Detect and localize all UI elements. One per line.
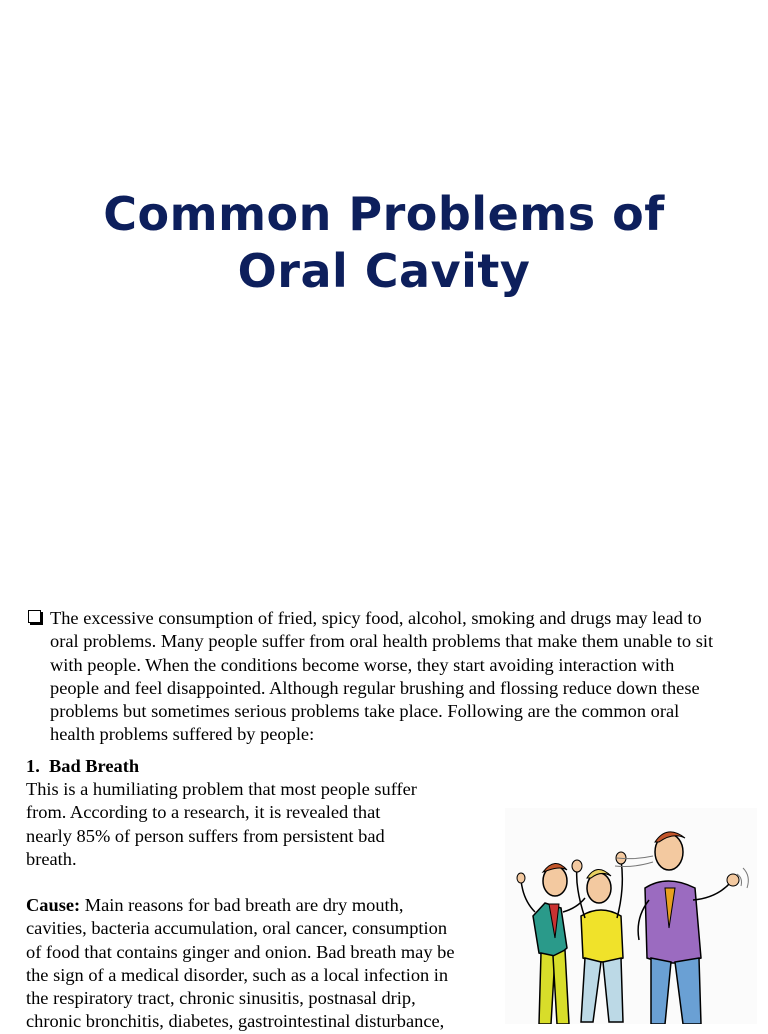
cause-first-line [26, 894, 455, 917]
intro-line: health problems suffered by people: [50, 724, 315, 745]
section-number: 1. [26, 756, 40, 776]
cause-line: the respiratory tract, chronic sinusitis, postnasal drip, [26, 988, 416, 1009]
section-title: Bad Breath [49, 756, 140, 776]
intro-line: people and feel disappointed. Although regular brushing and flossing reduce down these [50, 677, 700, 698]
bad-breath-cause [26, 894, 455, 1034]
description-line: from. According to a research, it is revealed that [26, 802, 381, 823]
cause-line: of food that contains ginger and onion. Bad breath may be [26, 941, 455, 962]
intro-line: with people. When the conditions become worse, they start avoiding interaction with [50, 654, 675, 675]
intro-bullet [28, 607, 758, 747]
intro-line: The excessive consumption of fried, spicy food, alcohol, smoking and drugs may lead to [50, 608, 702, 628]
intro-line: problems but sometimes serious problems take place. Following are the common oral [50, 701, 680, 722]
intro-bullet-text [50, 607, 758, 747]
title-line-1: Common Problems of [103, 187, 665, 241]
cause-line: the sign of a medical disorder, such as a local infection in [26, 964, 449, 985]
description-line: nearly 85% of person suffers from persistent bad [26, 825, 385, 846]
bad-breath-description [26, 778, 417, 871]
cause-line: chronic bronchitis, diabetes, gastrointestinal disturbance, [26, 1011, 445, 1032]
title-line-2: Oral Cavity [237, 244, 531, 298]
hollow-square-bullet-icon [28, 610, 41, 623]
cause-label: Cause: [26, 895, 81, 915]
section-heading-bad-breath [26, 755, 139, 778]
intro-line: oral problems. Many people suffer from oral health problems that make them unable to sit [50, 631, 714, 652]
description-line: breath. [26, 848, 77, 869]
page-title [0, 186, 768, 300]
description-line: This is a humiliating problem that most people suffer [26, 779, 417, 799]
bad-breath-cartoon-illustration [505, 808, 757, 1024]
cause-first-line-text: Main reasons for bad breath are dry mouth, [80, 895, 404, 915]
cause-line: cavities, bacteria accumulation, oral cancer, consumption [26, 918, 448, 939]
